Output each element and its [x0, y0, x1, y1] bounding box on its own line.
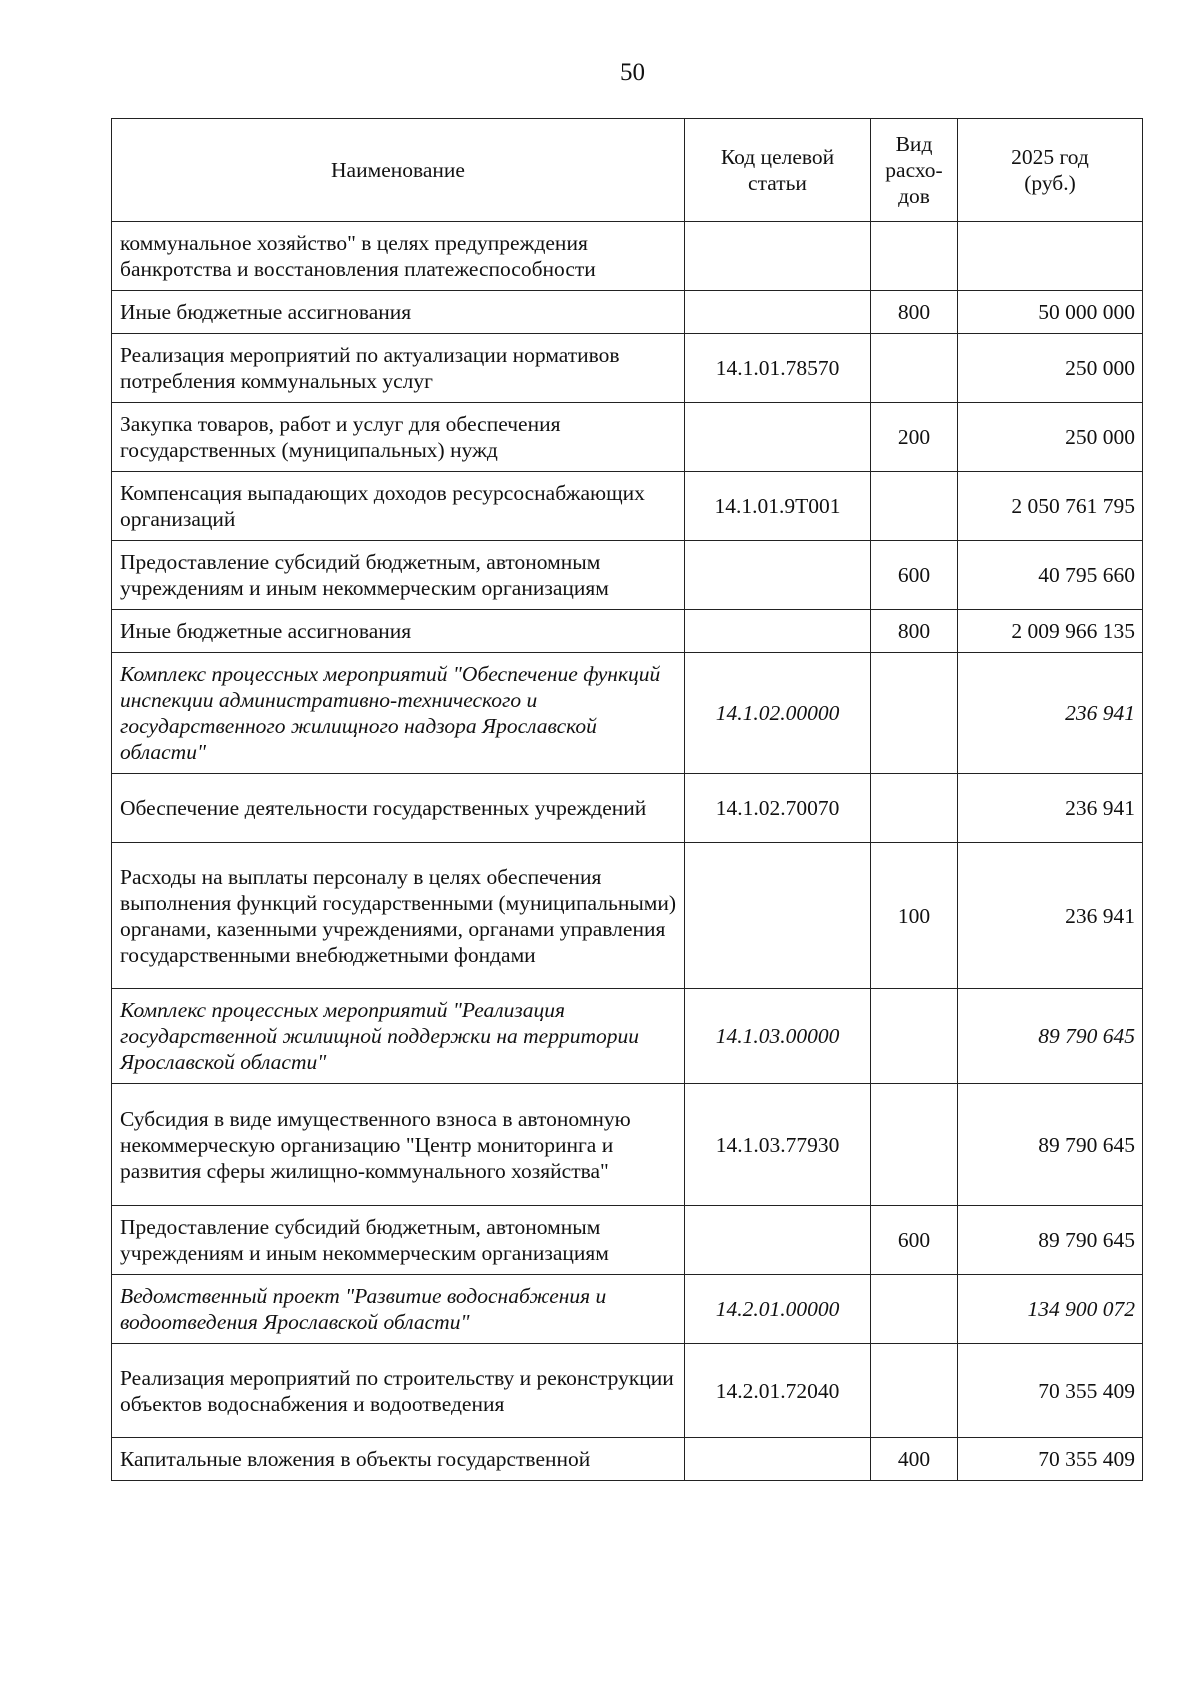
table-row	[112, 222, 1143, 291]
code-cell: 14.1.01.9Т001	[685, 472, 871, 541]
amount-cell: 40 795 660	[958, 541, 1143, 610]
amount-cell: 70 355 409	[958, 1344, 1143, 1438]
amount-cell: 236 941	[958, 774, 1143, 843]
amount-cell: 236 941	[958, 653, 1143, 774]
name-cell: Закупка товаров, работ и услуг для обеспечения государственных (муниципальных) нужд	[112, 403, 685, 472]
expense-type-cell	[871, 989, 958, 1084]
name-cell: Реализация мероприятий по строительству и реконструкции объектов водоснабжения и водоотведения	[112, 1344, 685, 1438]
code-cell: 14.2.01.00000	[685, 1275, 871, 1344]
name-cell: Комплекс процессных мероприятий "Реализация государственной жилищной поддержки на территории Ярославской области"	[112, 989, 685, 1084]
code-cell	[685, 843, 871, 989]
expense-type-cell	[871, 653, 958, 774]
expense-type-cell: 600	[871, 1206, 958, 1275]
expense-type-cell	[871, 334, 958, 403]
code-cell: 14.1.01.78570	[685, 334, 871, 403]
header-amount: 2025 год (руб.)	[958, 119, 1143, 222]
name-cell: Предоставление субсидий бюджетным, автономным учреждениям и иным некоммерческим организациям	[112, 541, 685, 610]
amount-cell: 250 000	[958, 403, 1143, 472]
expense-type-cell	[871, 222, 958, 291]
amount-cell	[958, 222, 1143, 291]
amount-cell: 2 009 966 135	[958, 610, 1143, 653]
expense-type-cell	[871, 774, 958, 843]
name-cell: Предоставление субсидий бюджетным, автономным учреждениям и иным некоммерческим организациям	[112, 1206, 685, 1275]
table-row	[112, 843, 1143, 989]
code-cell: 14.2.01.72040	[685, 1344, 871, 1438]
table-row	[112, 1344, 1143, 1438]
expense-type-cell: 200	[871, 403, 958, 472]
expense-type-cell: 600	[871, 541, 958, 610]
table-row	[112, 1084, 1143, 1206]
table-row	[112, 472, 1143, 541]
amount-cell: 2 050 761 795	[958, 472, 1143, 541]
name-cell: Иные бюджетные ассигнования	[112, 291, 685, 334]
table-row	[112, 1438, 1143, 1481]
budget-table	[111, 118, 1143, 1481]
code-cell: 14.1.03.77930	[685, 1084, 871, 1206]
name-cell: Расходы на выплаты персоналу в целях обеспечения выполнения функций государственными (муниципальными) органами, казенными учреждениями, органами управления государственными внебюджетными фондами	[112, 843, 685, 989]
expense-type-cell	[871, 1275, 958, 1344]
expense-type-cell: 800	[871, 610, 958, 653]
name-cell: Обеспечение деятельности государственных учреждений	[112, 774, 685, 843]
page-number: 50	[620, 59, 645, 86]
table-row	[112, 653, 1143, 774]
expense-type-cell: 400	[871, 1438, 958, 1481]
table-row	[112, 541, 1143, 610]
header-name: Наименование	[112, 119, 685, 222]
code-cell	[685, 1438, 871, 1481]
amount-cell: 89 790 645	[958, 989, 1143, 1084]
table-body	[112, 222, 1143, 1481]
amount-cell: 89 790 645	[958, 1206, 1143, 1275]
expense-type-cell	[871, 1344, 958, 1438]
name-cell: Реализация мероприятий по актуализации нормативов потребления коммунальных услуг	[112, 334, 685, 403]
amount-cell: 70 355 409	[958, 1438, 1143, 1481]
code-cell: 14.1.03.00000	[685, 989, 871, 1084]
name-cell: Ведомственный проект "Развитие водоснабжения и водоотведения Ярославской области"	[112, 1275, 685, 1344]
name-cell: Капитальные вложения в объекты государственной	[112, 1438, 685, 1481]
table-row	[112, 989, 1143, 1084]
table-row	[112, 774, 1143, 843]
table-row	[112, 291, 1143, 334]
code-cell	[685, 1206, 871, 1275]
amount-cell: 50 000 000	[958, 291, 1143, 334]
name-cell: коммунальное хозяйство" в целях предупреждения банкротства и восстановления платежеспособности	[112, 222, 685, 291]
amount-cell: 250 000	[958, 334, 1143, 403]
code-cell	[685, 610, 871, 653]
name-cell: Компенсация выпадающих доходов ресурсоснабжающих организаций	[112, 472, 685, 541]
code-cell	[685, 403, 871, 472]
table-row	[112, 1206, 1143, 1275]
code-cell	[685, 291, 871, 334]
name-cell: Комплекс процессных мероприятий "Обеспечение функций инспекции административно-технического и государственного жилищного надзора Ярославской области"	[112, 653, 685, 774]
amount-cell: 89 790 645	[958, 1084, 1143, 1206]
expense-type-cell: 100	[871, 843, 958, 989]
expense-type-cell	[871, 1084, 958, 1206]
table-row	[112, 403, 1143, 472]
table-row	[112, 1275, 1143, 1344]
table-header-row	[112, 119, 1143, 222]
amount-cell: 134 900 072	[958, 1275, 1143, 1344]
code-cell	[685, 222, 871, 291]
expense-type-cell: 800	[871, 291, 958, 334]
code-cell	[685, 541, 871, 610]
code-cell: 14.1.02.00000	[685, 653, 871, 774]
name-cell: Субсидия в виде имущественного взноса в автономную некоммерческую организацию "Центр мониторинга и развития сферы жилищно-коммунального хозяйства"	[112, 1084, 685, 1206]
header-code: Код целевой статьи	[685, 119, 871, 222]
header-type: Вид расхо- дов	[871, 119, 958, 222]
name-cell: Иные бюджетные ассигнования	[112, 610, 685, 653]
table-row	[112, 610, 1143, 653]
code-cell: 14.1.02.70070	[685, 774, 871, 843]
expense-type-cell	[871, 472, 958, 541]
amount-cell: 236 941	[958, 843, 1143, 989]
table-row	[112, 334, 1143, 403]
